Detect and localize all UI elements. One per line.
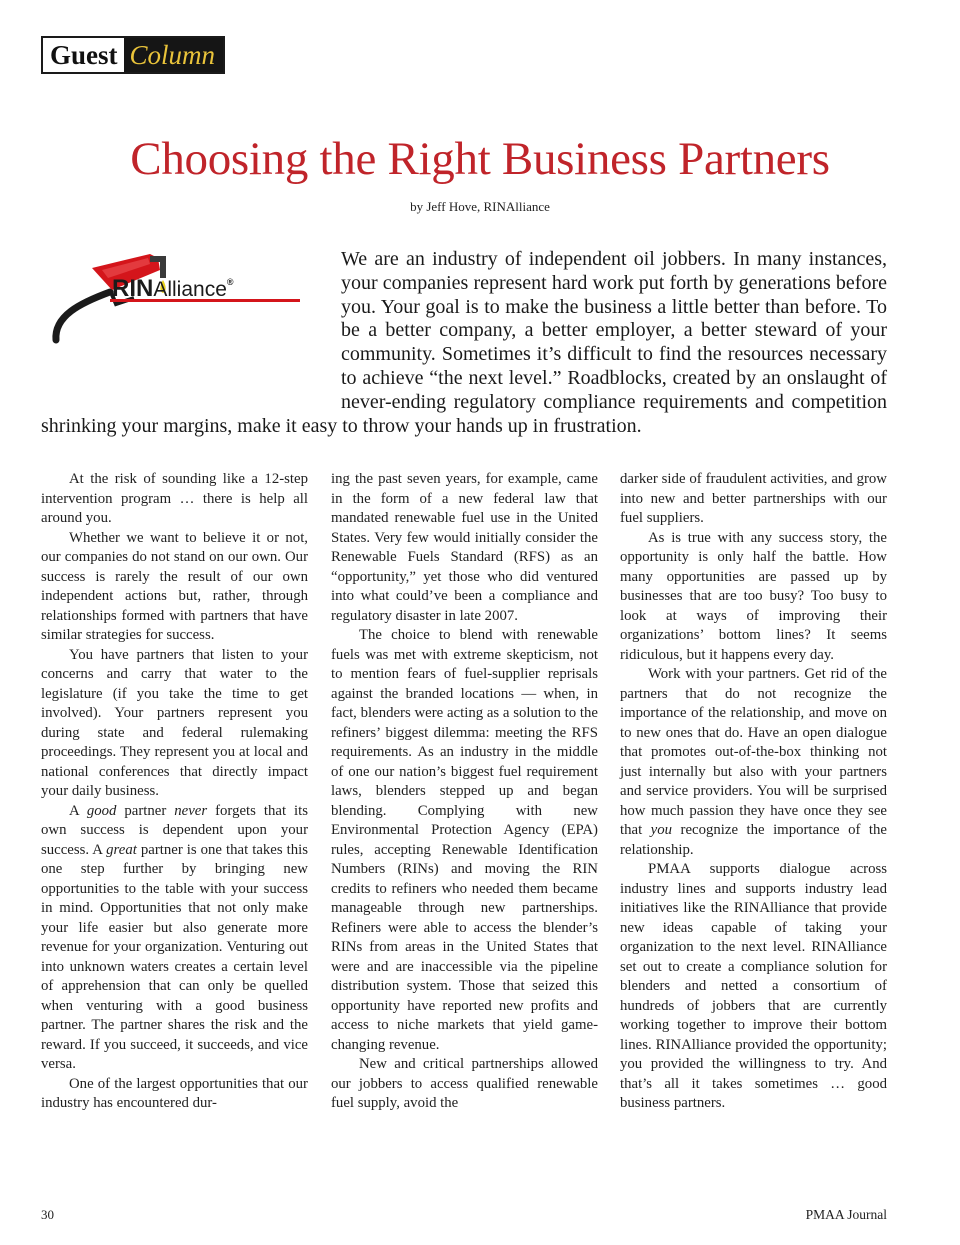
section-tag-column: Column	[124, 38, 224, 72]
paragraph: New and critical partnerships allowed our jobbers to access qualified renewable fuel supply, avoid the	[331, 1056, 598, 1111]
section-tag	[41, 36, 225, 74]
paragraph: darker side of fraudulent activities, and grow into new and better partnerships with our fuel suppliers.	[620, 471, 887, 526]
emphasis-you: you	[650, 822, 673, 838]
paragraph: PMAA supports dialogue across industry lines and supports industry lead initiatives like the RINAlliance that provide new ideas capable of taking your organization to the next level. RINAlliance set out to create a compliance solution for blenders and netted a consortium of hundreds of jobbers that are currently working together to improve their bottom lines. RINAlliance provided the opportunity; you provided the willingness to try. And that’s all it takes sometimes … good business partners.	[620, 861, 887, 1111]
article-title: Choosing the Right Business Partners	[130, 133, 830, 185]
paragraph: A good partner never forgets that its own success is dependent upon your success. A great partner is one that takes this one step further by bringing new opportunities to the table with your success in mind. Opportunities that not only make your life easier but also generate more revenue for your organization. Venturing out into unknown waters creates a certain level of apprehension that can only be quelled when venturing with a good business partner. The partner shares the risk and the reward. If you succeed, it succeeds, and vice versa.	[41, 802, 309, 1072]
body-column-3	[620, 470, 887, 1114]
page-number: 30	[41, 1207, 54, 1222]
emphasis-great: great	[106, 841, 137, 858]
paragraph: ing the past seven years, for example, came in the form of a new federal law that mandated renewable fuel use in the United States. Very few would initially consider the Renewable Fuels Standard (RFS) as an “opportunity,” yet those who did ventured into what could’ve been a compliance and regulatory disaster in late 2007.	[331, 471, 598, 624]
paragraph: You have partners that listen to your concerns and carry that water to the legislature (if you take the time to get involved). Your partners represent you during state and federal rulemaking proceedings. They represent you at local and national conferences that directly impact your daily business.	[41, 646, 308, 799]
byline: by Jeff Hove, RINAlliance	[410, 199, 550, 214]
section-tag-guest: Guest	[43, 38, 124, 72]
lead-paragraph	[41, 248, 887, 438]
publication-name: PMAA Journal	[805, 1207, 887, 1222]
paragraph: At the risk of sounding like a 12-step intervention program … there is help all around you.	[41, 471, 308, 526]
paragraph: One of the largest opportunities that our industry has encountered dur-	[41, 1075, 308, 1111]
paragraph: The choice to blend with renewable fuels was met with extreme skepticism, not to mention fears of fuel-supplier reprisals against the branded locations — when, in fact, blenders were acting as a solution to the refiners’ biggest dilemma: meeting the RFS requirements. As an industry in the middle of one our nation’s biggest fuel requirement laws, blenders stepped up and began blending. Complying with new Environmental Protection Agency (EPA) rules, accepting Renewable Identification Numbers (RINs) and moving the RIN credits to refiners who needed them became manageable through new partnerships. Refiners were able to access the blender’s RINs from areas in the United States that were and are inaccessible via the pipeline distribution system. Those that seized this opportunity have reported new profits and access to niche markets that yield game-changing revenue.	[331, 627, 598, 1053]
paragraph: As is true with any success story, the opportunity is only half the battle. How many opportunities are passed up by businesses that are too busy? Too busy to look at ways of improving their organizations’ bottom lines? It seems ridiculous, but it happens every day.	[620, 529, 887, 663]
paragraph: Whether we want to believe it or not, our companies do not stand on our own. Our success is rarely the result of our own independent actions but, rather, through relationships formed with partners that have similar strategies for success.	[41, 529, 308, 643]
paragraph: Work with your partners. Get rid of the partners that do not recognize the importance of the relationship, and move on to new ones that do. Have an open dialogue that promotes out-of-the-box thinking not just internally but also with your partners and service providers. You will be surprised how much passion they have once they see that you recognize the importance of the relationship.	[620, 666, 887, 858]
emphasis-good: good	[86, 802, 117, 819]
body-column-1	[41, 470, 308, 1114]
emphasis-never: never	[174, 802, 208, 819]
lead-text: We are an industry of independent oil jobbers. In many instances, your companies represent hard work put forth by generations before you. Your goal is to make the business a little better than before. To be a better company, a better employer, a better steward of your community. Sometimes it’s difficult to find the resources necessary to achieve “the next level.” Roadblocks, created by an onslaught of never-ending regulatory compliance requirements and competition shrinking your margins, make it easy to throw your hands up in frustration.	[41, 248, 887, 437]
logo-wordmark: RINAlliance®	[112, 275, 234, 302]
body-column-2	[331, 470, 598, 1114]
